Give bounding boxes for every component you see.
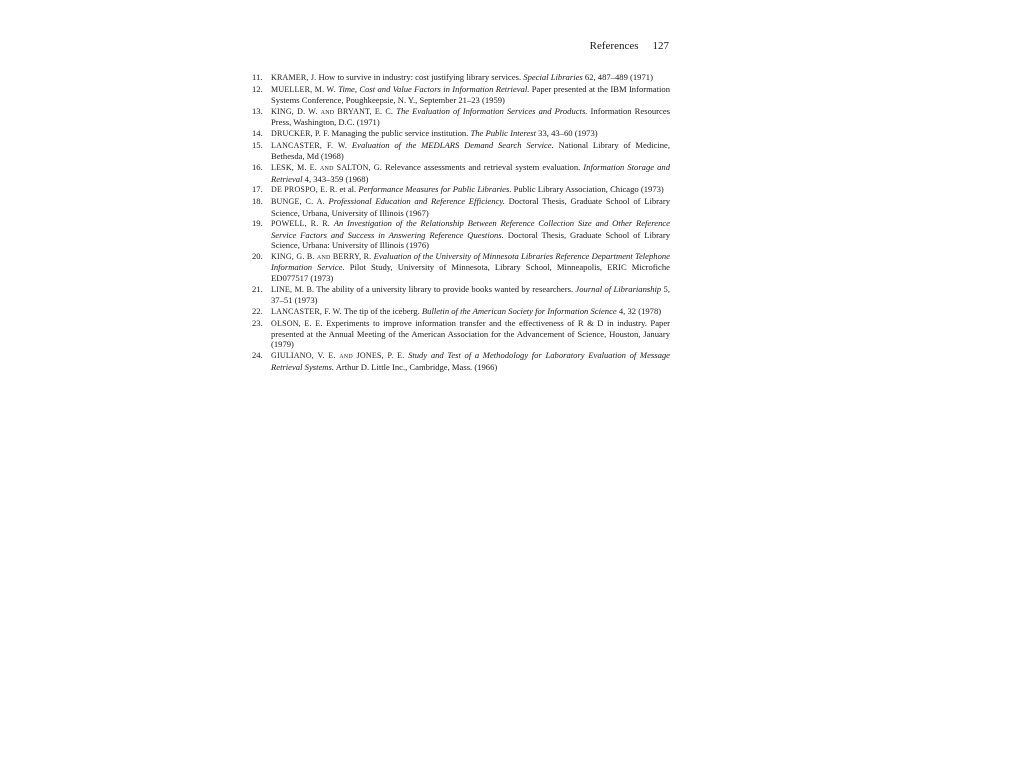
reference-item [252, 284, 670, 306]
reference-author: DRUCKER, P. F. [271, 129, 330, 139]
reference-title: Information Storage and Retrieval [271, 162, 670, 184]
reference-item [252, 84, 670, 106]
reference-details: Pilot Study, University of Minnesota, Library School, Minneapolis, ERIC Microfiche ED077517 (1973) [271, 262, 670, 283]
reference-details: 33, 43–60 (1973) [536, 128, 598, 139]
reference-number: 21. [252, 283, 263, 294]
reference-number: 14. [252, 128, 263, 139]
reference-details: National Library of Medicine, Bethesda, Md (1968) [271, 140, 671, 162]
reference-item [252, 106, 670, 128]
reference-title: Performance Measures for Public Libraries. [358, 184, 512, 195]
reference-text: The tip of the iceberg. [341, 305, 422, 316]
reference-author: MUELLER, M. W. [271, 84, 336, 94]
reference-author: LANCASTER, F. W. [271, 141, 348, 150]
reference-number: 12. [252, 83, 263, 94]
reference-list [252, 72, 670, 372]
reference-author: KING, G. B. and BERRY, R. [271, 252, 372, 262]
reference-number: 16. [252, 162, 263, 173]
reference-number: 18. [252, 196, 263, 207]
reference-author: OLSON, E. E. [271, 318, 323, 328]
reference-details: Doctoral Thesis, Graduate School of Library Science, Urbana, University of Illinois (1967) [271, 196, 670, 218]
reference-details: Public Library Association, Chicago (1973) [511, 184, 664, 195]
reference-item [252, 218, 670, 250]
reference-details: Arthur D. Little Inc., Cambridge, Mass. (1966) [334, 361, 498, 372]
reference-author: POWELL, R. R. [271, 219, 330, 229]
reference-details: 62, 487–489 (1971) [582, 72, 653, 82]
reference-number: 15. [252, 140, 263, 150]
reference-details: 5, 37–51 (1973) [271, 283, 670, 306]
reference-author: LANCASTER, F. W. [271, 306, 342, 316]
reference-text: Experiments to improve information transfer and the effectiveness of R & D in industry. Paper presented at the Annual Meeting of the American Association for the Advancement of Science, Houston, January (1979) [271, 317, 670, 350]
reference-number: 17. [252, 184, 263, 195]
reference-text: Relevance assessments and retrieval system evaluation. [382, 162, 584, 173]
reference-item [252, 140, 670, 162]
reference-number: 22. [252, 305, 263, 316]
reference-number: 13. [252, 106, 263, 116]
running-head [560, 40, 669, 53]
reference-details: Paper presented at the IBM Information Systems Conference, Poughkeepsie, N. Y., September 21–23 (1959) [271, 83, 670, 106]
reference-author: LINE, M. B. [271, 284, 315, 294]
reference-title: Professional Education and Reference Efficiency. [328, 196, 505, 207]
reference-number: 24. [252, 350, 263, 361]
reference-author: GIULIANO, V. E. and JONES, P. E. [271, 351, 405, 361]
reference-title: Evaluation of the MEDLARS Demand Search Service. [351, 140, 554, 150]
reference-item [252, 196, 670, 218]
reference-author: LESK, M. E. and SALTON, G. [271, 163, 382, 173]
reference-title: The Public Interest [470, 128, 537, 139]
reference-item [252, 318, 670, 350]
reference-title: Special Libraries [523, 72, 583, 82]
reference-text: et al. [337, 184, 359, 195]
reference-title: Evaluation of the University of Minnesota Libraries Reference Department Telephone Information Service. [271, 251, 670, 273]
reference-title: Time, Cost and Value Factors in Information Retrieval. [338, 83, 530, 94]
reference-title: An Investigation of the Relationship Between Reference Collection Size and Other Reference Service Factors and Success in Answering Reference Questions. [271, 218, 670, 240]
reference-number: 23. [252, 317, 263, 328]
reference-details: Doctoral Thesis, Graduate School of Library Science, Urbana: University of Illinois (1976) [271, 229, 670, 251]
reference-title: Study and Test of a Methodology for Laboratory Evaluation of Message Retrieval Systems. [271, 350, 671, 372]
reference-item [252, 162, 670, 184]
reference-details: 4, 343–359 (1968) [302, 173, 369, 184]
reference-details: 4, 32 (1978) [616, 305, 662, 316]
reference-item [252, 72, 670, 83]
reference-number: 11. [252, 72, 263, 82]
reference-text: Managing the public service institution. [329, 128, 471, 139]
reference-item [252, 184, 670, 195]
reference-item [252, 251, 670, 283]
reference-author: BUNGE, C. A. [271, 197, 325, 207]
reference-text: How to survive in industry: cost justifying library services. [316, 72, 524, 82]
reference-number: 19. [252, 218, 263, 229]
reference-title: Journal of Librarianship [575, 283, 662, 294]
reference-details: Information Resources Press, Washington, D.C. (1971) [271, 106, 670, 128]
running-head-title: References [589, 40, 639, 52]
reference-number: 20. [252, 251, 263, 262]
reference-author: DE PROSPO, E. R. [271, 185, 338, 195]
reference-author: KRAMER, J. [271, 73, 317, 82]
reference-text: The ability of a university library to provide books wanted by researchers. [314, 283, 576, 294]
reference-item [252, 306, 670, 317]
reference-item [252, 128, 670, 139]
reference-title: Bulletin of the American Society for Information Science [421, 305, 617, 316]
reference-item [252, 350, 670, 372]
reference-title: The Evaluation of Information Services and Products. [396, 106, 588, 116]
reference-author: KING, D. W. and BRYANT, E. C. [271, 107, 394, 116]
page-number: 127 [652, 40, 669, 52]
